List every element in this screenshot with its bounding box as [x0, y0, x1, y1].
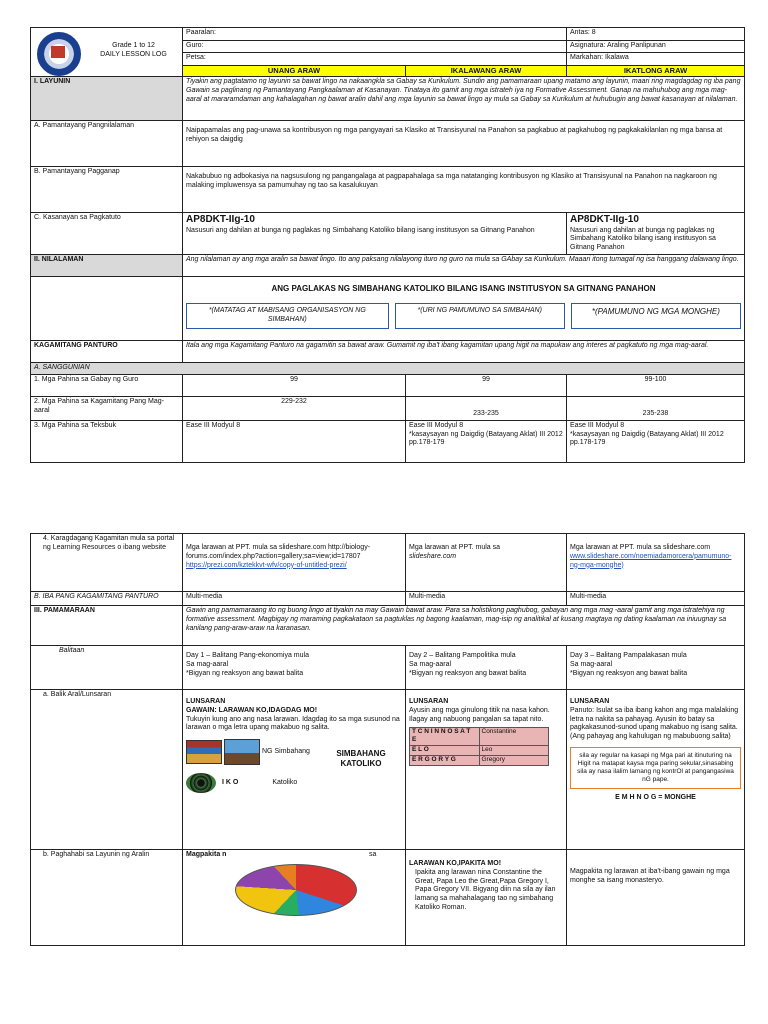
layunin-label: I. LAYUNIN — [31, 77, 183, 121]
paghahabi-day1-text2: sa — [369, 851, 377, 858]
monghe-answer: E M H N O G = MONGHE — [615, 794, 696, 802]
antas-field: Antas: 8 — [567, 28, 745, 41]
clue-box: sila ay regular na kasapi ng Mga pari at itinuturing na Higit na matapat kaysa mga paring sekular,sinasabing sila ay nasa ilalim lamang ng kontrOl at pangangasiwa nG pape. — [570, 747, 741, 790]
letter-grid-row — [410, 755, 549, 765]
balitaan-day3: Day 3 – Balitang Pampalakasan mula Sa mag-aaral *Bigyan ng reaksyon ang bawat balita — [567, 646, 745, 690]
paghahabi-day2 — [406, 850, 567, 946]
gawain-heading: GAWAIN: LARAWAN KO,IDAGDAG MO! — [186, 706, 318, 714]
lr-day2-italic: slideshare.com — [409, 552, 457, 560]
day1-header: UNANG ARAW — [183, 65, 406, 76]
grade-label: Grade 1 to 12 — [112, 42, 155, 49]
paghahabi-day1-text: Magpakita n — [186, 851, 227, 858]
katoliko-hint: Katoliko — [272, 778, 298, 786]
simbahang-hint: Simbahang — [274, 747, 310, 755]
kagamitan-text: Itala ang mga Kagamitang Panturo na gagamitin sa bawat araw. Gumamit ng iba't ibang kagamitan upang higit na mapukaw ang interes at pagkatuto ng mga mag-aaral. — [183, 341, 745, 363]
sanggunian-r3-label: 3. Mga Pahina sa Teksbuk — [31, 420, 183, 462]
day2-header: IKALAWANG ARAW — [406, 65, 567, 76]
ng-text: NG — [262, 747, 273, 755]
pie-chart-image — [235, 864, 357, 916]
jumbled-letters: T C N I N N O S A T E — [410, 728, 480, 745]
ship-image — [224, 739, 260, 765]
jumbled-answer: Gregory — [479, 755, 549, 765]
gawain-instructions: Tukuyin kung ano ang nasa larawan. Idagdag ito sa mga susunod na larawan o mga letra upang makabuo ng salita. — [186, 715, 400, 732]
jumbled-letter-grid — [409, 727, 549, 765]
sanggunian-r3-day1: Ease III Modyul 8 — [183, 420, 406, 462]
competency-text: Nasusuri ang dahilan at bunga ng paglakas ng Simbahang Katoliko bilang isang institusyon sa Gitnang Panahon — [186, 226, 535, 234]
iba-day1: Multi-media — [183, 592, 406, 606]
dll-table-page-1 — [30, 27, 745, 463]
jumbled-letters: E R G O R Y G — [410, 755, 480, 765]
subtopic-1: *(MATATAG AT MABISANG ORGANISASYON NG SIMBAHAN) — [186, 303, 389, 329]
iko-letters: I K O — [222, 778, 239, 786]
page-2 — [30, 533, 768, 946]
kasanayan-day1 — [183, 213, 567, 255]
nilalaman-label: II. NILALAMAN — [31, 255, 183, 277]
sanggunian-r2-day3: 235-238 — [567, 396, 745, 420]
pangnilalaman-text: Naipapamalas ang pag-unawa sa kontribusyon ng mga pangyayari sa Klasiko at Transisyunal na Panahon sa pagkabuo at pagkahubog ng pagkakakilanlan ng mga bansa at rehiyon sa daigdig — [183, 121, 745, 167]
coil-image — [186, 773, 216, 793]
competency-code: AP8DKT-IIg-10 — [570, 214, 639, 225]
balik-day3 — [567, 690, 745, 850]
lr-day1 — [183, 534, 406, 592]
lunsaran-heading: LUNSARAN — [409, 698, 449, 705]
lr-day3 — [567, 534, 745, 592]
sanggunian-r3-day2: Ease III Modyul 8 *kasaysayan ng Daigdig (Batayang Aklat) III 2012 pp.178-179 — [406, 420, 567, 462]
competency-code: AP8DKT-IIg-10 — [186, 214, 255, 225]
lr-day2 — [406, 534, 567, 592]
lr-day3-text: Mga larawan at PPT. mula sa slideshare.com — [570, 544, 711, 551]
panuto-text: Panuto: Isulat sa iba ibang kahon ang mga malalaking letra na nakita sa pahayag. Ayusin ito batay sa pagkakasunod-sunod upang makabuo ng isang salita.(Ang pahayag ang kahulugan ng mabubuong salita) — [570, 706, 739, 740]
sanggunian-r1-day1: 99 — [183, 374, 406, 396]
balitaan-label: Balitaan — [31, 646, 183, 690]
iba-day2: Multi-media — [406, 592, 567, 606]
lr-day2-text: Mga larawan at PPT. mula sa — [409, 544, 501, 551]
pamamaraan-text: Gawin ang pamamaraang ito ng buong lingo at tiyakin na may Gawain bawat araw. Para sa holistikong paghubog, gabayan ang mga mag -aaral gamit ang mga istratehiya ng formative assessment. Magbigay ng maraming pagkakataon sa pagtuklas ng bagong kaalaman, mag-isip ng analitikal at kusang magtaya ng dating kaalaman na iniuugnay sa kanilang pang-araw-araw na karanasan. — [183, 606, 745, 646]
puzzle-answer: SIMBAHANG KATOLIKO — [336, 749, 386, 768]
prezi-link[interactable]: https://prezi.com/kztekkvt-wfv/copy-of-untitled-prezi/ — [186, 561, 347, 569]
lesson-title: ANG PAGLAKAS NG SIMBAHANG KATOLIKO BILANG ISANG INSTITUSYON SA GITNANG PANAHON — [271, 284, 656, 293]
iba-label: B. IBA PANG KAGAMITANG PANTURO — [31, 592, 183, 606]
petsa-field: Petsa: — [183, 53, 567, 66]
letter-grid-row — [410, 745, 549, 755]
pagganap-text: Nakabubuo ng adbokasiya na nagsusulong ng pangangalaga at pagpapahalaga sa mga natatanging kontribusyon ng Klasiko at Transisyunal na Panahon na nagkaroon ng malaking impluwensya sa pamumuhay ng tao sa kasalukuyan — [183, 167, 745, 213]
iba-day3: Multi-media — [567, 592, 745, 606]
picture-puzzle — [186, 739, 326, 793]
jumbled-letters: E L O — [410, 745, 480, 755]
kasanayan-day2 — [567, 213, 745, 255]
balitaan-day2: Day 2 – Balitang Pampolitika mula Sa mag-aaral *Bigyan ng reaksyon ang bawat balita — [406, 646, 567, 690]
kasanayan-label: C. Kasanayan sa Pagkatuto — [31, 213, 183, 255]
deped-seal-icon — [37, 32, 81, 76]
sanggunian-r1-day2: 99 — [406, 374, 567, 396]
paaralan-field: Paaralan: — [183, 28, 567, 41]
subtopic-2: *(URI NG PAMUMUNO SA SIMBAHAN) — [395, 303, 565, 329]
lr-label: 4. Karagdagang Kagamitan mula sa portal ng Learning Resources o ibang website — [31, 534, 183, 592]
sanggunian-r3-day3: Ease III Modyul 8 *kasaysayan ng Daigdig (Batayang Aklat) III 2012 pp.178-179 — [567, 420, 745, 462]
paghahabi-day3 — [567, 850, 745, 946]
jumbled-answer: Constantine — [479, 728, 549, 745]
books-image — [186, 740, 222, 764]
kagamitan-label: KAGAMITANG PANTURO — [31, 341, 183, 363]
letter-grid-row — [410, 728, 549, 745]
dll-label: DAILY LESSON LOG — [100, 50, 167, 58]
jumbled-answer: Leo — [479, 745, 549, 755]
lr-day1-text: Mga larawan at PPT. mula sa slideshare.com http://biology- forums.com/index.php?action=gallery;sa=view;id=17807 — [186, 544, 371, 560]
larawan-title: LARAWAN KO,IPAKITA MO! — [409, 860, 502, 867]
nilalaman-text: Ang nilalaman ay ang mga aralin sa bawat lingo. Ito ang paksang nilalayong ituro ng guro na mula sa GAbay sa Kurikulum. Maaari itong tumagal ng isa hanggang dalawang lingo. — [183, 255, 745, 277]
guro-field: Guro: — [183, 40, 567, 53]
slideshare-link[interactable]: www.slideshare.com/noemiadamorcera/pamumuno-ng-mga-monghe) — [570, 552, 732, 569]
competency-text: Nasusuri ang dahilan at bunga ng paglakas ng Simbahang Katoliko bilang isang institusyon sa Gitnang Panahon — [570, 226, 716, 251]
balik-day1 — [183, 690, 406, 850]
subtopic-3: *(PAMUMUNO NG MGA MONGHE) — [571, 303, 741, 329]
layunin-text: Tiyakin ang pagtatamo ng layunin sa bawat lingo na nakaangkla sa Gabay sa Kurikulum. Sundin ang pamamaraan upang matamo ang layunin, maari ring magdagdag ng iba pang Gawain sa paglinang ng Pamantayang Pangkaalaman at Kasanayan. Tinataya ito gamit ang mga istrateh iya ng Formative Assessment. Ganap na mahuhubog ang mga mag-aaral at mararamdaman ang kahalagahan ng bawat aralin dahil ang mga layunin sa bawat lingo ay mula sa Gabay sa Kurikulum at huhubugin ang bawat kasanayan at nilalaman. — [183, 77, 745, 121]
markahan-field: Markahan: Ikalawa — [567, 53, 745, 66]
lunsaran-heading: LUNSARAN — [570, 698, 610, 705]
pangnilalaman-label: A. Pamantayang Pangnilalaman — [31, 121, 183, 167]
asignatura-field: Asignatura: Araling Panlipunan — [567, 40, 745, 53]
lunsaran-heading: LUNSARAN — [186, 698, 226, 705]
paghahabi-label: b. Paghahabi sa Layunin ng Aralin — [31, 850, 183, 946]
nilalaman-topic-cell — [183, 277, 745, 341]
larawan-text: Ipakita ang larawan nina Constantine the Great, Papa Leo the Great,Papa Gregory I, Papa Gregory VII. Bigyang diin na sila ay ilan lamang sa mahahalagang tao ng simbahang Katoliko Roman. — [415, 868, 556, 911]
sanggunian-r1-day3: 99-100 — [567, 374, 745, 396]
balik-day2 — [406, 690, 567, 850]
header-logo-cell — [31, 28, 183, 77]
nilalaman-empty — [31, 277, 183, 341]
sanggunian-r2-day1: 229-232 — [183, 396, 406, 420]
balik-label: a. Balik Aral/Lunsaran — [31, 690, 183, 850]
dll-table-page-2 — [30, 533, 745, 946]
sanggunian-r2-day2: 233-235 — [406, 396, 567, 420]
sanggunian-label: A. SANGGUNIAN — [31, 363, 745, 375]
day3-header: IKATLONG ARAW — [567, 65, 745, 76]
pamamaraan-label: III. PAMAMARAAN — [31, 606, 183, 646]
balitaan-day1: Day 1 – Balitang Pang-ekonomiya mula Sa mag-aaral *Bigyan ng reaksyon ang bawat balita — [183, 646, 406, 690]
sanggunian-r1-label: 1. Mga Pahina sa Gabay ng Guro — [31, 374, 183, 396]
jumbled-instructions: Ayusin ang mga ginulong titik na nasa kahon. Ilagay ang nabuong pangalan sa tapat nito. — [409, 706, 550, 723]
monghe-activity-text: Magpakita ng larawan at iba't-ibang gawain ng mga monghe sa isang monasteryo. — [570, 868, 730, 884]
paghahabi-day1 — [183, 850, 406, 946]
pagganap-label: B. Pamantayang Pagganap — [31, 167, 183, 213]
sanggunian-r2-label: 2. Mga Pahina sa Kagamitang Pang Mag-aaral — [31, 396, 183, 420]
page-1 — [30, 27, 768, 463]
